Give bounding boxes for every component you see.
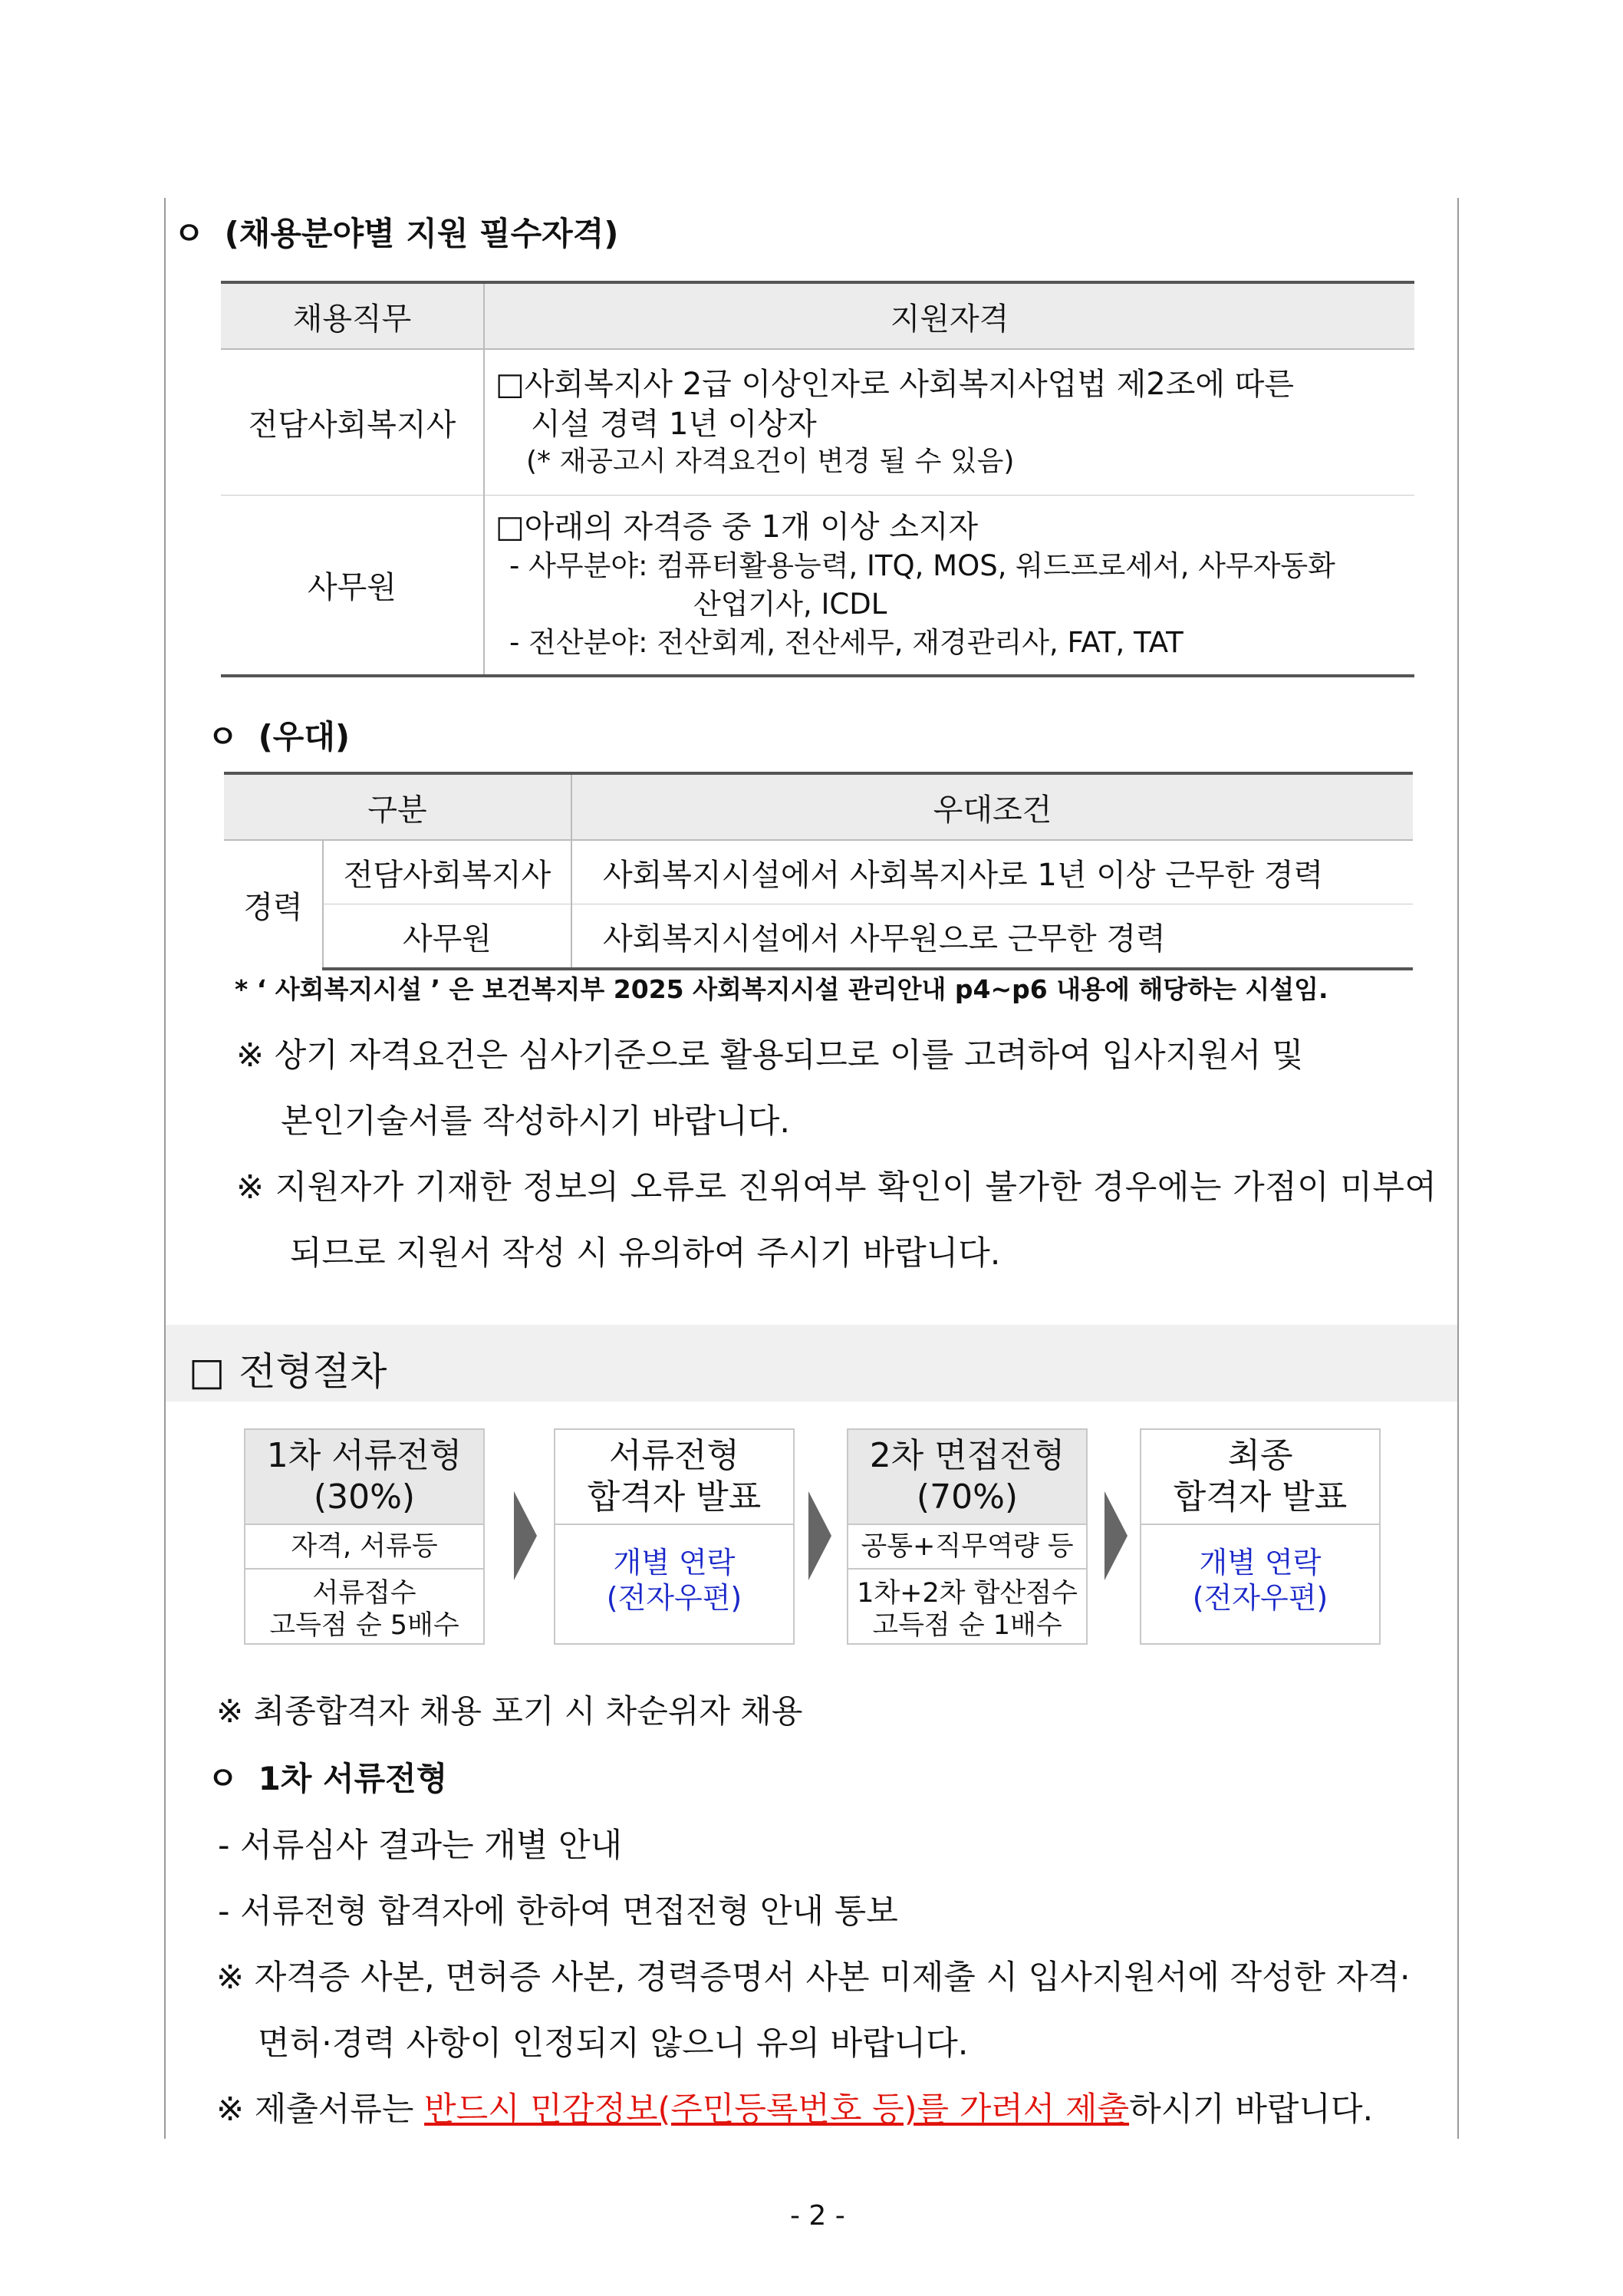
section-title: 전형절차 [239, 1349, 387, 1394]
type-cell: 사무원 [323, 904, 571, 970]
qualification-line: 시설 경력 1년 이상자 [531, 407, 817, 443]
step-title-line: (30%) [313, 1477, 416, 1517]
step-contact [555, 1525, 793, 1616]
qualification-line: 산업기사, ICDL [693, 588, 887, 621]
note-line: ※ 자격증 사본, 면허증 사본, 경력증명서 사본 미제출 시 입사지원서에 작성한 자격· [216, 1958, 1411, 1997]
step-title-line: 1차 서류전형 [266, 1436, 463, 1475]
square-bullet-icon: □ [189, 1349, 226, 1394]
circle-bullet-icon: ㅇ [207, 718, 239, 756]
table-header: 채용직무 [221, 282, 484, 349]
note-line: 본인기술서를 작성하시기 바랍니다. [281, 1102, 791, 1141]
step-method-line: 1차+2차 합산점수 [857, 1578, 1078, 1609]
step-title-line: 2차 면접전형 [869, 1436, 1065, 1475]
table-header: 지원자격 [484, 282, 1414, 349]
qualification-line: - 사무분야: 컴퓨터활용능력, ITQ, MOS, 워드프로세서, 사무자동화 [509, 549, 1335, 583]
step-title-line: 서류전형 [608, 1436, 739, 1475]
circle-bullet-icon: ㅇ [207, 1760, 239, 1797]
section-heading-document-screening [207, 1754, 447, 1800]
section-heading-procedure [189, 1341, 387, 1396]
table-row [224, 904, 1413, 970]
table-header: 구분 [224, 773, 571, 840]
submit-note-text: ※ 제출서류는 [216, 2090, 425, 2129]
step-title [245, 1430, 483, 1525]
qualification-cell [484, 495, 1414, 676]
section-title: 1차 서류전형 [258, 1760, 448, 1797]
type-cell: 전담사회복지사 [323, 840, 571, 904]
preference-table [224, 772, 1413, 970]
section-title: (우대) [258, 718, 351, 756]
footnote: * ‘ 사회복지시설 ’ 은 보건복지부 2025 사회복지시설 관리안내 p4~p6 내용에 해당하는 시설임. [235, 974, 1328, 1004]
section-heading-qualifications [173, 209, 619, 255]
section-heading-preference [207, 712, 350, 758]
process-step-final-result [1140, 1428, 1381, 1645]
qualification-line: - 전산분야: 전산회계, 전산세무, 재경관리사, FAT, TAT [509, 626, 1184, 660]
job-cell: 사무원 [221, 495, 484, 676]
step-method-line: 서류접수 [312, 1578, 416, 1609]
qualification-line: □사회복지사 2급 이상인자로 사회복지사업법 제2조에 따른 [495, 367, 1294, 403]
table-row [221, 349, 1414, 495]
dash-line: - 서류전형 합격자에 한하여 면접전형 안내 통보 [218, 1892, 898, 1931]
section-title: (채용분야별 지원 필수자격) [224, 215, 619, 252]
step-method-line: 고득점 순 5배수 [269, 1610, 459, 1641]
job-cell: 전담사회복지사 [221, 349, 484, 495]
page-number: - 2 - [790, 2200, 845, 2232]
step-title [555, 1430, 793, 1525]
process-step-document-result [554, 1428, 795, 1645]
step-criteria: 자격, 서류등 [245, 1525, 483, 1570]
step-contact-line: (전자우편) [1192, 1581, 1328, 1615]
step-title [848, 1430, 1086, 1525]
note-line: 면허·경력 사항이 인정되지 않으니 유의 바랍니다. [258, 2024, 969, 2063]
submit-note-text: 하시기 바랍니다. [1129, 2090, 1374, 2129]
right-margin-line [1457, 198, 1459, 2139]
circle-bullet-icon: ㅇ [173, 215, 205, 252]
step-title-line: 최종 [1227, 1436, 1293, 1475]
step-method [848, 1570, 1086, 1642]
note-line: ※ 최종합격자 채용 포기 시 차순위자 채용 [216, 1692, 803, 1730]
step-contact-line: (전자우편) [606, 1581, 742, 1615]
table-row [224, 840, 1413, 904]
step-contact [1141, 1525, 1379, 1616]
condition-cell: 사회복지시설에서 사무원으로 근무한 경력 [571, 904, 1413, 970]
chevron-right-icon [1104, 1491, 1128, 1580]
group-cell: 경력 [224, 840, 323, 969]
qualification-note: (* 재공고시 자격요건이 변경 될 수 있음) [526, 446, 1015, 478]
step-contact-line: 개별 연락 [1199, 1546, 1322, 1580]
submit-note [216, 2084, 1373, 2130]
dash-line: - 서류심사 결과는 개별 안내 [218, 1827, 623, 1865]
chevron-right-icon [514, 1491, 537, 1580]
left-margin-line [164, 198, 166, 2139]
step-title-line: 합격자 발표 [587, 1477, 762, 1517]
step-method [245, 1570, 483, 1642]
chevron-right-icon [808, 1491, 831, 1580]
qualification-line: □아래의 자격증 중 1개 이상 소지자 [495, 509, 979, 545]
table-row [221, 495, 1414, 676]
note-line: 되므로 지원서 작성 시 유의하여 주시기 바랍니다. [290, 1234, 1001, 1273]
submit-note-emphasis: 반드시 민감정보(주민등록번호 등)를 가려서 제출 [424, 2090, 1130, 2129]
step-criteria: 공통+직무역량 등 [848, 1525, 1086, 1570]
table-header: 우대조건 [571, 773, 1413, 840]
step-title-line: (70%) [916, 1477, 1019, 1517]
process-step-document [244, 1428, 485, 1645]
qualification-table [221, 281, 1414, 677]
process-step-interview [847, 1428, 1088, 1645]
step-contact-line: 개별 연락 [613, 1546, 736, 1580]
step-title [1141, 1430, 1379, 1525]
step-method-line: 고득점 순 1배수 [872, 1610, 1062, 1641]
qualification-cell [484, 349, 1414, 495]
condition-cell: 사회복지시설에서 사회복지사로 1년 이상 근무한 경력 [571, 840, 1413, 904]
note-line: ※ 지원자가 기재한 정보의 오류로 진위여부 확인이 불가한 경우에는 가점이 미부여 [236, 1168, 1437, 1207]
step-title-line: 합격자 발표 [1173, 1477, 1348, 1517]
note-line: ※ 상기 자격요건은 심사기준으로 활용되므로 이를 고려하여 입사지원서 및 [236, 1036, 1304, 1075]
